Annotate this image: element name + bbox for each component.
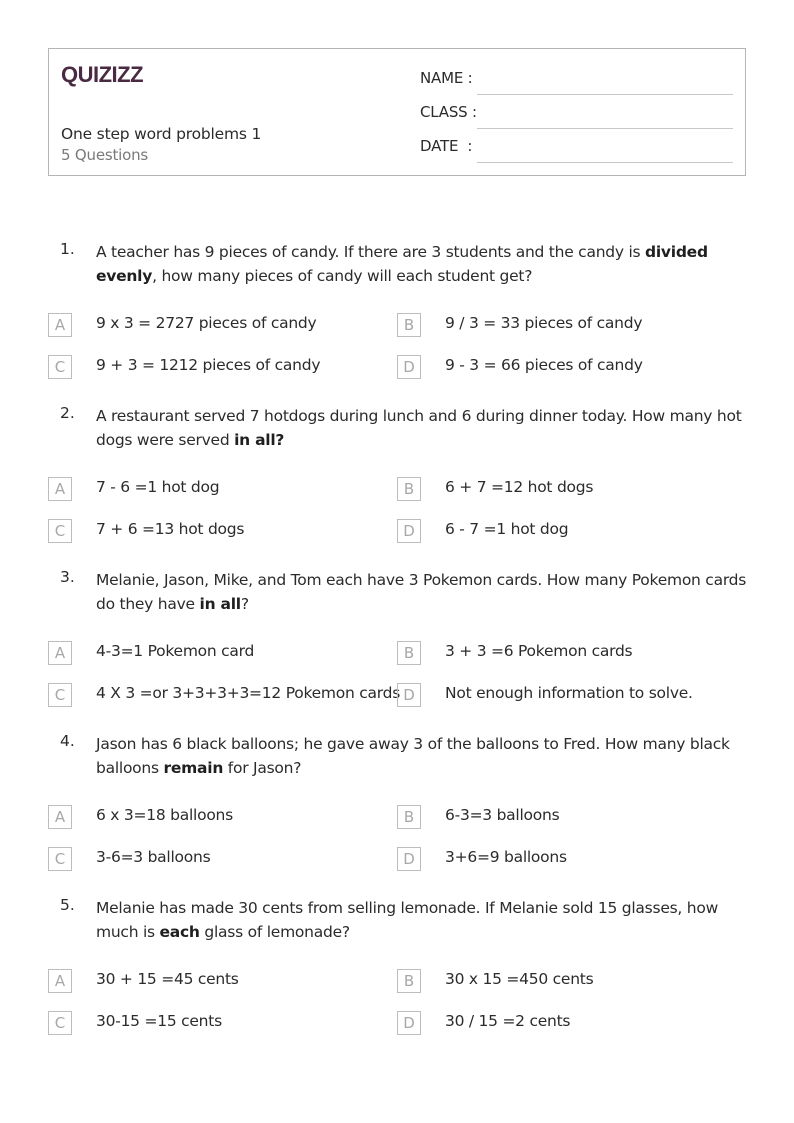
date-field[interactable] xyxy=(420,137,733,159)
question-emphasis: each xyxy=(159,923,200,941)
svg-text:QUIZIZZ: QUIZIZZ xyxy=(61,62,144,87)
question-number: 1. xyxy=(60,240,75,258)
question-emphasis: in all xyxy=(199,595,241,613)
question-text-part: Melanie has made 30 cents from selling lemonade. If Melanie sold 15 glasses, how much is xyxy=(96,899,719,941)
answer-option[interactable] xyxy=(397,477,727,501)
option-letter-box[interactable]: C xyxy=(48,355,72,379)
option-letter-box[interactable]: A xyxy=(48,313,72,337)
worksheet-title: One step word problems 1 xyxy=(61,125,262,143)
option-letter-box[interactable]: D xyxy=(397,683,421,707)
option-letter-box[interactable]: C xyxy=(48,1011,72,1035)
option-letter-box[interactable]: C xyxy=(48,683,72,707)
quizizz-logo xyxy=(61,60,153,88)
question-number: 2. xyxy=(60,404,75,422)
question-emphasis: remain xyxy=(163,759,224,777)
option-text: 3+6=9 balloons xyxy=(445,848,567,866)
option-letter-box[interactable]: C xyxy=(48,519,72,543)
option-text: 6 - 7 =1 hot dog xyxy=(445,520,569,538)
option-letter-box[interactable]: D xyxy=(397,519,421,543)
option-text: 30 x 15 =450 cents xyxy=(445,970,594,988)
option-letter-box[interactable]: A xyxy=(48,641,72,665)
option-text: 4-3=1 Pokemon card xyxy=(96,642,255,660)
option-text: 6 x 3=18 balloons xyxy=(96,806,233,824)
worksheet-header xyxy=(48,48,746,176)
option-letter-box[interactable]: C xyxy=(48,847,72,871)
question-count: 5 Questions xyxy=(61,146,149,164)
question-text xyxy=(96,568,748,616)
question-text-part: Melanie, Jason, Mike, and Tom each have 3 Pokemon cards. How many Pokemon cards do they have xyxy=(96,571,747,613)
option-text: 3 + 3 =6 Pokemon cards xyxy=(445,642,633,660)
question-text-part: A teacher has 9 pieces of candy. If there are 3 students and the candy is xyxy=(96,243,646,261)
answer-option[interactable] xyxy=(48,969,378,993)
option-text: 30 + 15 =45 cents xyxy=(96,970,239,988)
answer-option[interactable] xyxy=(48,847,378,871)
quizizz-logo-icon xyxy=(61,60,153,88)
option-letter-box[interactable]: B xyxy=(397,805,421,829)
question-text-part: , how many pieces of candy will each student get? xyxy=(152,267,533,285)
answer-option[interactable] xyxy=(48,805,378,829)
option-text: 7 - 6 =1 hot dog xyxy=(96,478,220,496)
name-label: NAME : xyxy=(420,69,473,87)
question-text-part: for Jason? xyxy=(223,759,302,777)
date-line[interactable] xyxy=(477,162,733,163)
answer-option[interactable] xyxy=(397,519,727,543)
answer-option[interactable] xyxy=(397,683,727,707)
option-letter-box[interactable]: D xyxy=(397,847,421,871)
option-letter-box[interactable]: A xyxy=(48,477,72,501)
option-text: 9 - 3 = 66 pieces of candy xyxy=(445,356,643,374)
option-letter-box[interactable]: A xyxy=(48,805,72,829)
option-text: 9 + 3 = 1212 pieces of candy xyxy=(96,356,321,374)
option-text: 9 / 3 = 33 pieces of candy xyxy=(445,314,643,332)
option-letter-box[interactable]: D xyxy=(397,355,421,379)
option-letter-box[interactable]: B xyxy=(397,969,421,993)
name-line[interactable] xyxy=(477,94,733,95)
question-text-part: glass of lemonade? xyxy=(199,923,350,941)
option-letter-box[interactable]: B xyxy=(397,641,421,665)
option-text: 9 x 3 = 2727 pieces of candy xyxy=(96,314,317,332)
question-text-part: ? xyxy=(240,595,249,613)
answer-option[interactable] xyxy=(397,847,727,871)
option-text: 3-6=3 balloons xyxy=(96,848,211,866)
option-letter-box[interactable]: A xyxy=(48,969,72,993)
answer-option[interactable] xyxy=(48,313,378,337)
question-emphasis: in all? xyxy=(234,431,285,449)
question-text-part: A restaurant served 7 hotdogs during lunch and 6 during dinner today. How many hot dogs were served xyxy=(96,407,742,449)
class-field[interactable] xyxy=(420,103,733,125)
name-field[interactable] xyxy=(420,69,733,91)
question-text xyxy=(96,896,748,944)
answer-option[interactable] xyxy=(48,477,378,501)
answer-option[interactable] xyxy=(397,641,727,665)
answer-option[interactable] xyxy=(397,805,727,829)
option-letter-box[interactable]: B xyxy=(397,313,421,337)
class-line[interactable] xyxy=(477,128,733,129)
question-text xyxy=(96,732,748,780)
answer-option[interactable] xyxy=(397,1011,727,1035)
date-label: DATE : xyxy=(420,137,473,155)
class-label: CLASS : xyxy=(420,103,477,121)
option-text: 6 + 7 =12 hot dogs xyxy=(445,478,594,496)
option-letter-box[interactable]: D xyxy=(397,1011,421,1035)
answer-option[interactable] xyxy=(397,313,727,337)
question-text-part: Jason has 6 black balloons; he gave away 3 of the balloons to Fred. How many black balloons xyxy=(96,735,730,777)
answer-option[interactable] xyxy=(48,519,378,543)
option-letter-box[interactable]: B xyxy=(397,477,421,501)
answer-option[interactable] xyxy=(48,355,378,379)
question-number: 4. xyxy=(60,732,75,750)
option-text: 4 X 3 =or 3+3+3+3=12 Pokemon cards xyxy=(96,684,401,702)
answer-option[interactable] xyxy=(397,355,727,379)
question-emphasis: divided evenly xyxy=(96,243,708,285)
question-number: 5. xyxy=(60,896,75,914)
option-text: 30 / 15 =2 cents xyxy=(445,1012,571,1030)
answer-option[interactable] xyxy=(397,969,727,993)
option-text: 6-3=3 balloons xyxy=(445,806,560,824)
question-text xyxy=(96,404,748,452)
answer-option[interactable] xyxy=(48,641,378,665)
answer-option[interactable] xyxy=(48,683,401,707)
option-text: 7 + 6 =13 hot dogs xyxy=(96,520,245,538)
question-text xyxy=(96,240,748,288)
answer-option[interactable] xyxy=(48,1011,378,1035)
option-text: Not enough information to solve. xyxy=(445,684,693,702)
option-text: 30-15 =15 cents xyxy=(96,1012,222,1030)
question-number: 3. xyxy=(60,568,75,586)
